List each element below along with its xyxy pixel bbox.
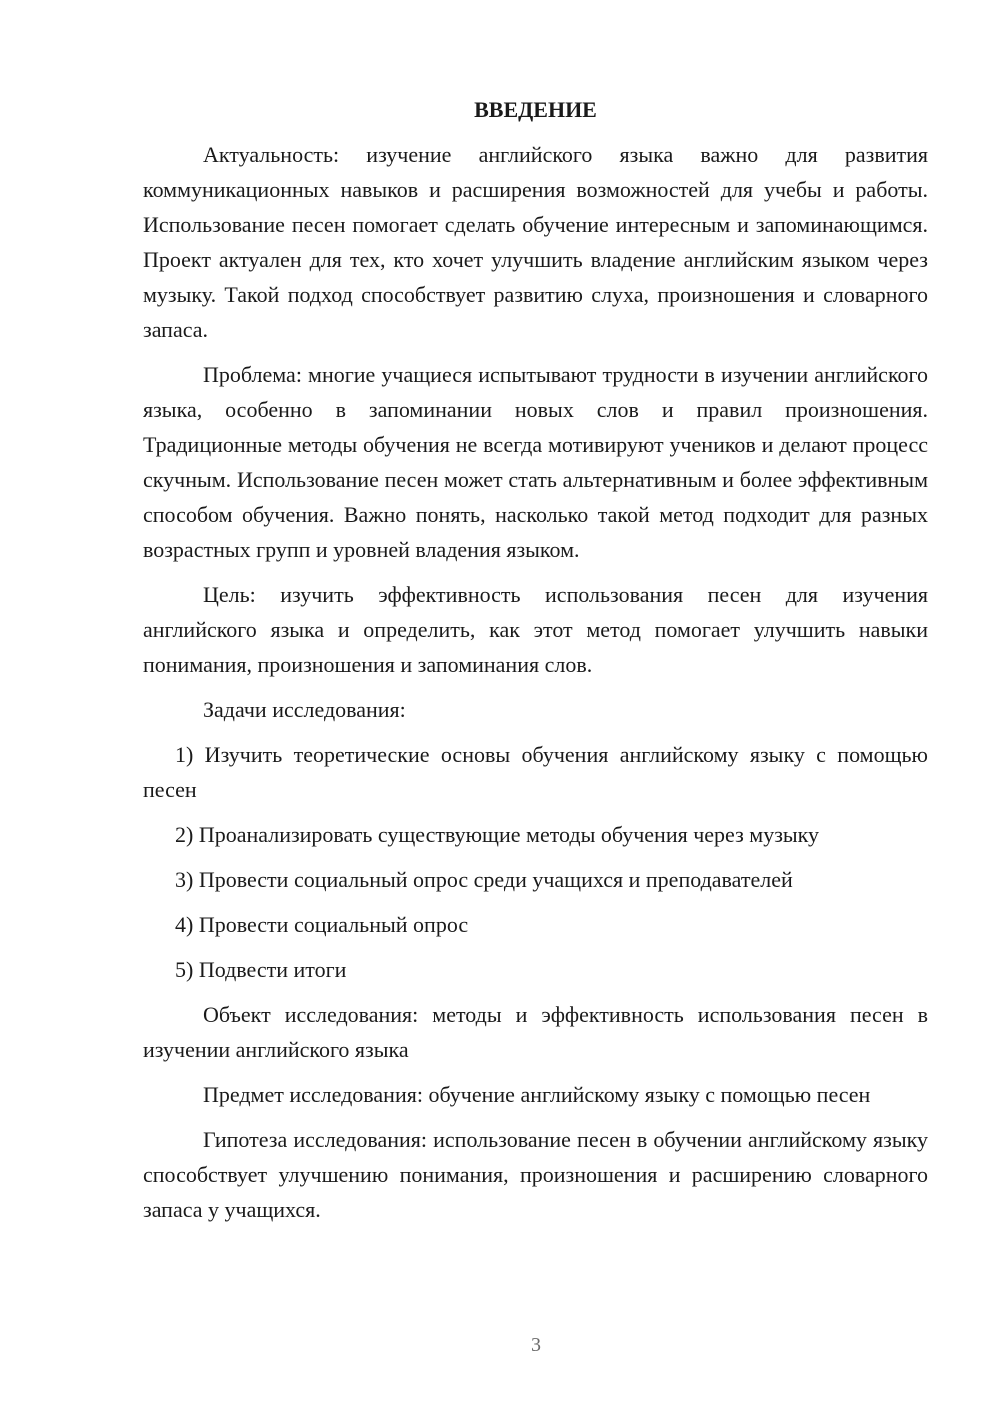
subject-paragraph: Предмет исследования: обучение английскому языку с помощью песен [203,1082,871,1107]
document-body [143,95,928,1237]
problem-paragraph: Проблема: многие учащиеся испытывают трудности в изучении английского языка, особенно в запоминании новых слов и правил произношения. Традиционные методы обучения не всегда мотивируют учеников и делают процесс скучным. Использование песен может стать альтернативным и более эффективным способом обучения. Важно понять, насколько такой метод подходит для разных возрастных групп и уровней владения языком. [143,362,928,562]
object-paragraph: Объект исследования: методы и эффективность использования песен в изучении английского языка [143,1002,928,1062]
task-item-5: 5) Подвести итоги [175,957,347,982]
relevance-paragraph: Актуальность: изучение английского языка важно для развития коммуникационных навыков и расширения возможностей для учебы и работы. Использование песен помогает сделать обучение интересным и запоминающимся. Проект актуален для тех, кто хочет улучшить владение английским языком через музыку. Такой подход способствует развитию слуха, произношения и словарного запаса. [143,142,928,342]
hypothesis-paragraph: Гипотеза исследования: использование песен в обучении английскому языку способствует улучшению понимания, произношения и расширению словарного запаса у учащихся. [143,1127,928,1222]
section-title: ВВЕДЕНИЕ [474,97,597,122]
tasks-heading: Задачи исследования: [203,697,406,722]
task-item-1: 1) Изучить теоретические основы обучения английскому языку с помощью песен [143,742,928,802]
goal-paragraph: Цель: изучить эффективность использования песен для изучения английского языка и определить, как этот метод помогает улучшить навыки понимания, произношения и запоминания слов. [143,582,928,677]
task-item-2: 2) Проанализировать существующие методы обучения через музыку [175,822,820,847]
page-number: 3 [531,1334,541,1356]
task-item-4: 4) Провести социальный опрос [175,912,469,937]
tasks-list [143,737,928,987]
task-item-3: 3) Провести социальный опрос среди учащихся и преподавателей [175,867,793,892]
